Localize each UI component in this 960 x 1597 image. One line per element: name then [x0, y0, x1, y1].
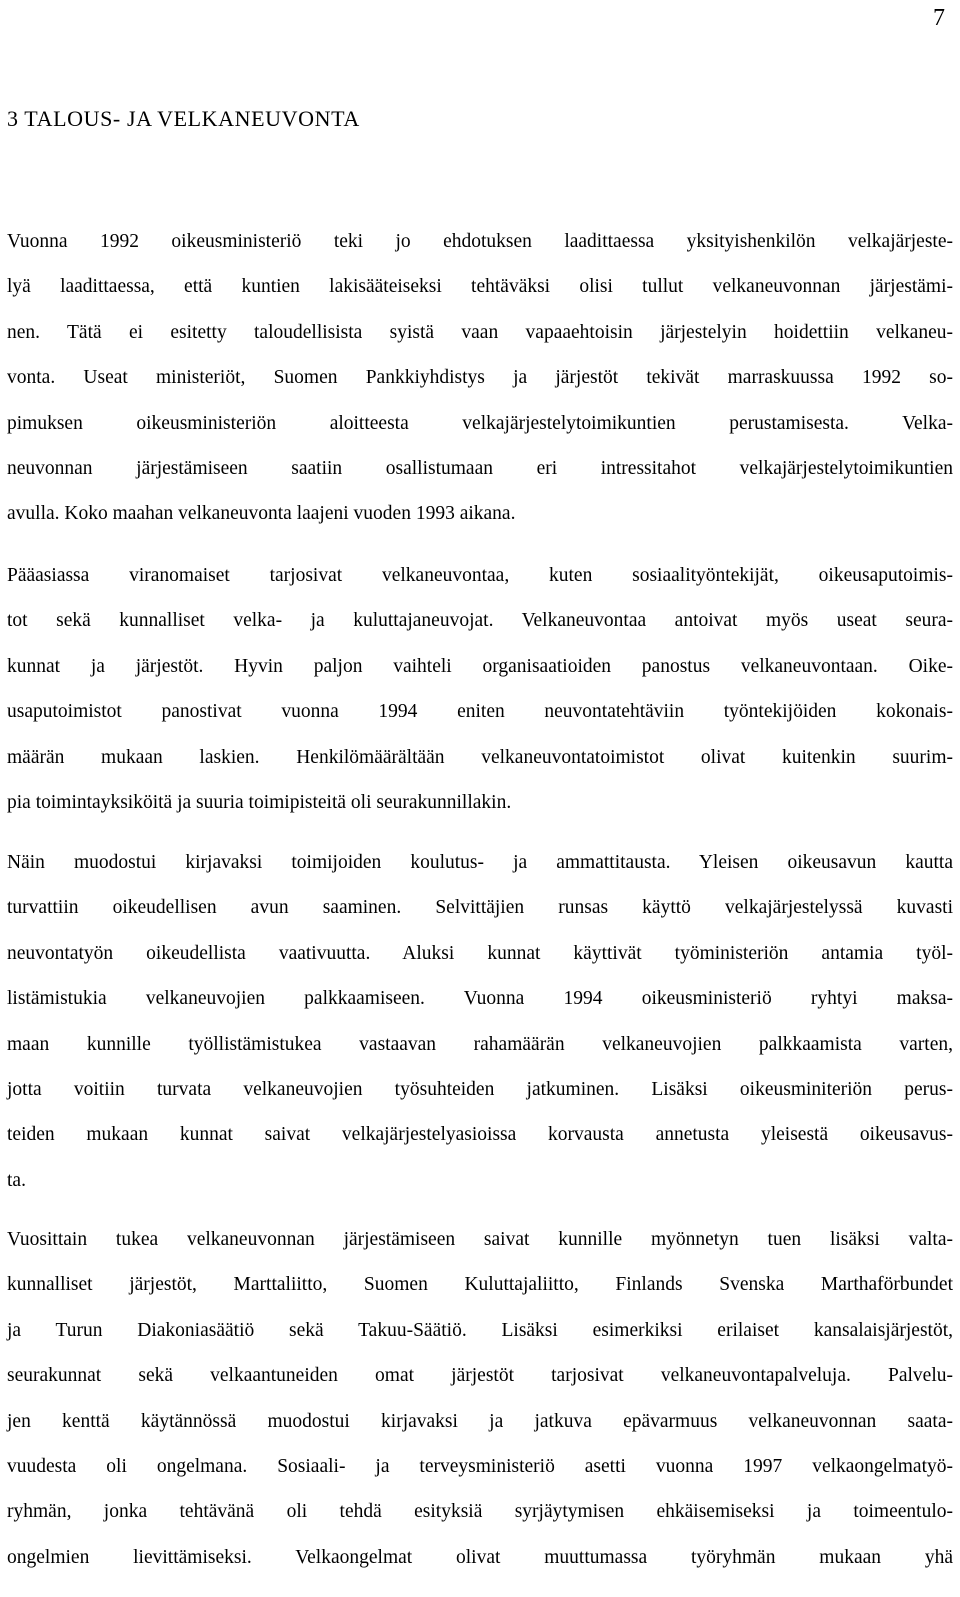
text-line: kunnat ja järjestöt. Hyvin paljon vaihteli organisaatioiden panostus velkaneuvontaan. Oike- [7, 655, 953, 677]
text-line: ja Turun Diakoniasäätiö sekä Takuu-Säätiö. Lisäksi esimerkiksi erilaiset kansalaisjärjestöt, [7, 1319, 953, 1341]
text-line: tot sekä kunnalliset velka- ja kuluttajaneuvojat. Velkaneuvontaa antoivat myös useat seura- [7, 610, 953, 632]
text-line: kunnalliset järjestöt, Marttaliitto, Suomen Kuluttajaliitto, Finlands Svenska Marthaförbundet [7, 1274, 953, 1296]
text-line: usaputoimistot panostivat vuonna 1994 eniten neuvontatehtäviin työntekijöiden kokonais- [7, 701, 953, 723]
text-line: ryhmän, jonka tehtävänä oli tehdä esityksiä syrjäytymisen ehkäisemiseksi ja toimeentulo- [7, 1501, 953, 1523]
text-line: vonta. Useat ministeriöt, Suomen Pankkiyhdistys ja järjestöt tekivät marraskuussa 1992 so- [7, 367, 953, 389]
paragraph-4 [7, 1217, 953, 1580]
text-line: pia toimintayksiköitä ja suuria toimipisteitä oli seurakunnillakin. [7, 792, 512, 814]
section-heading: 3 TALOUS- JA VELKANEUVONTA [7, 106, 360, 131]
text-line: määrän mukaan laskien. Henkilömäärältään velkaneuvontatoimistot olivat kuitenkin suurim- [7, 746, 953, 768]
text-line: Vuonna 1992 oikeusministeriö teki jo ehdotuksen laadittaessa yksityishenkilön velkajärjeste- [7, 231, 953, 252]
paragraph-1 [7, 219, 953, 537]
text-line: vuudesta oli ongelmana. Sosiaali- ja terveysministeriö asetti vuonna 1997 velkaongelmatyö- [7, 1456, 953, 1478]
text-line: listämistukia velkaneuvojien palkkaamiseen. Vuonna 1994 oikeusministeriö ryhtyi maksa- [7, 988, 953, 1010]
text-line: neuvonnan järjestämiseen saatiin osallistumaan eri intressitahot velkajärjestelytoimikuntien [7, 458, 953, 480]
text-line: lyä laadittaessa, että kuntien lakisääteiseksi tehtäväksi olisi tullut velkaneuvonnan järjestämi- [7, 276, 953, 298]
page-number: 7 [933, 5, 945, 31]
text-line: Vuosittain tukea velkaneuvonnan järjestämiseen saivat kunnille myönnetyn tuen lisäksi valta- [7, 1229, 953, 1250]
text-line: ongelmien lievittämiseksi. Velkaongelmat olivat muuttumassa työryhmän mukaan yhä [7, 1546, 953, 1568]
text-line: Näin muodostui kirjavaksi toimijoiden koulutus- ja ammattitausta. Yleisen oikeusavun kautta [7, 852, 953, 873]
text-line: neuvontatyön oikeudellista vaativuutta. Aluksi kunnat käyttivät työministeriön antamia työl- [7, 942, 953, 964]
text-line: teiden mukaan kunnat saivat velkajärjestelyasioissa korvausta annetusta yleisestä oikeusavus- [7, 1124, 953, 1146]
paragraph-2 [7, 553, 953, 825]
text-line: Pääasiassa viranomaiset tarjosivat velkaneuvontaa, kuten sosiaalityöntekijät, oikeusaputoimis- [7, 565, 953, 586]
text-line: ta. [7, 1169, 26, 1191]
text-line: turvattiin oikeudellisen avun saaminen. Selvittäjien runsas käyttö velkajärjestelyssä kuvasti [7, 897, 953, 919]
paragraph-3 [7, 840, 953, 1203]
text-line: jotta voitiin turvata velkaneuvojien työsuhteiden jatkuminen. Lisäksi oikeusminiteriön perus- [7, 1079, 953, 1101]
text-line: maan kunnille työllistämistukea vastaavan rahamäärän velkaneuvojien palkkaamista varten, [7, 1033, 953, 1055]
text-line: avulla. Koko maahan velkaneuvonta laajeni vuoden 1993 aikana. [7, 503, 516, 525]
text-line: nen. Tätä ei esitetty taloudellisista syistä vaan vapaaehtoisin järjestelyin hoidettiin velkaneu- [7, 321, 953, 343]
text-line: pimuksen oikeusministeriön aloitteesta velkajärjestelytoimikuntien perustamisesta. Velka- [7, 412, 953, 434]
text-line: jen kenttä käytännössä muodostui kirjavaksi ja jatkuva epävarmuus velkaneuvonnan saata- [7, 1410, 953, 1432]
text-line: seurakunnat sekä velkaantuneiden omat järjestöt tarjosivat velkaneuvontapalveluja. Palvelu- [7, 1365, 953, 1387]
